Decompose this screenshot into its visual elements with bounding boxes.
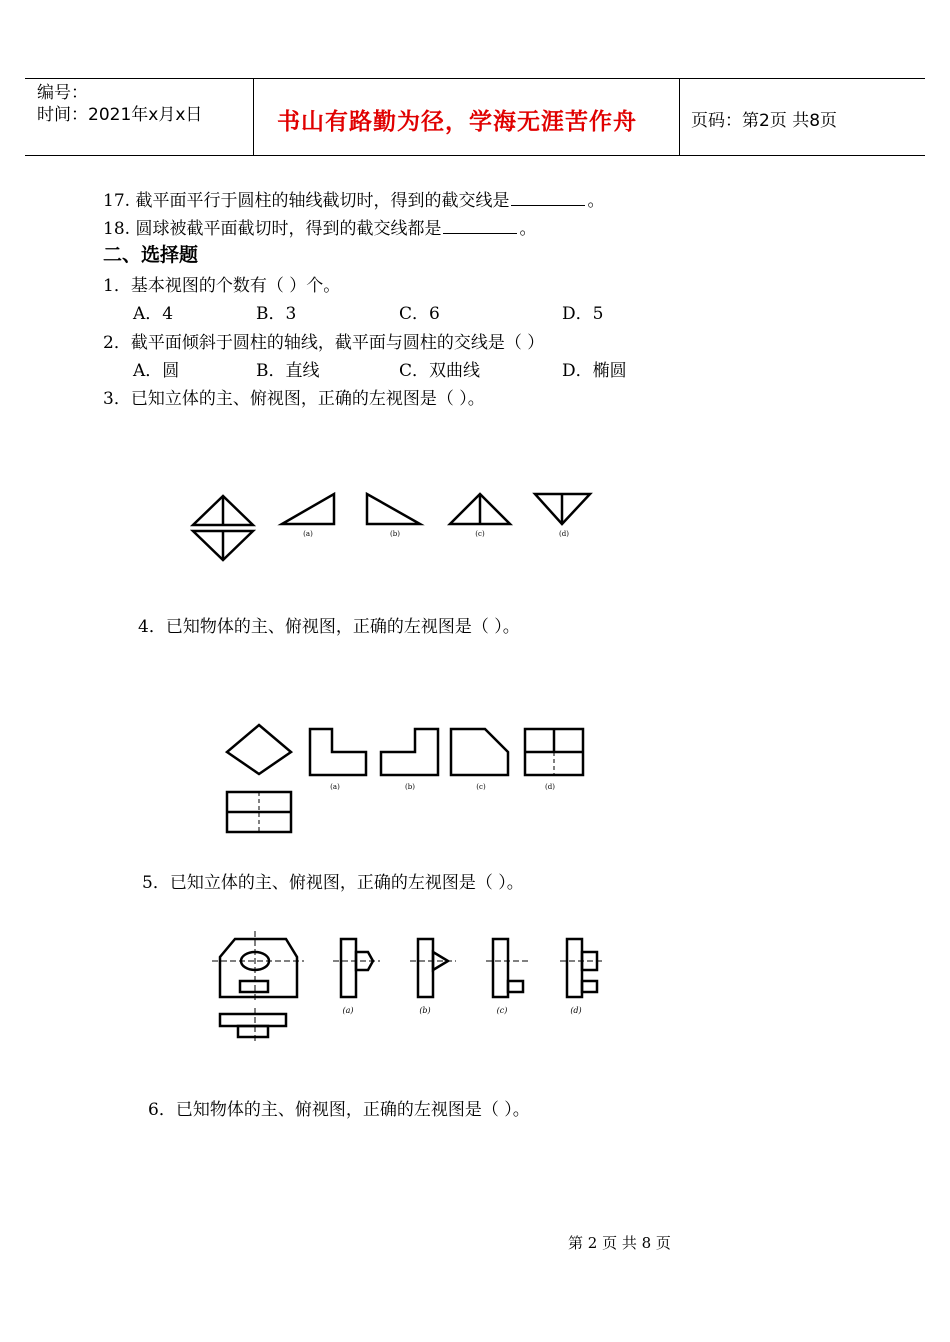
fig4-option-a-shape [310,729,366,775]
fig3-top-view [193,531,253,560]
choice-2-stem: 2．截平面倾斜于圆柱的轴线，截平面与圆柱的交线是（ ） [103,333,545,353]
fig5-option-d-shape [560,939,604,997]
choice-1-option-b: B．3 [256,304,297,324]
fig4-option-c-shape [451,729,508,775]
fig4-label-a: (a) [330,783,340,791]
fig3-label-b: (b) [390,530,400,538]
fig3-option-b-shape [367,494,420,524]
fig5-option-c-shape [486,939,530,997]
choice-6-stem: 6．已知物体的主、俯视图，正确的左视图是（ ）。 [148,1100,530,1120]
fig5-front-view [212,931,304,1003]
fig4-front-view [227,725,291,774]
fig3-option-c-shape [450,494,510,524]
choice-3-stem: 3．已知立体的主、俯视图，正确的左视图是（ ）。 [103,389,485,409]
fig5-label-c: (c) [496,1006,508,1015]
fig5-label-b: (b) [419,1006,431,1015]
choice-2-option-d: D．椭圆 [562,361,627,381]
fig4-option-d-shape [525,729,583,775]
number-label: 编号： [37,83,88,103]
fig4-label-c: (c) [476,783,486,791]
fig3-label-c: (c) [475,530,485,538]
fig4-option-b-shape [381,729,438,775]
fig5-option-a-shape [333,939,380,997]
choice-2-option-c: C．双曲线 [399,361,481,381]
fig5-option-b-shape [410,939,456,997]
question-text: 18. 圆球被截平面截切时，得到的截交线都是 [103,219,442,239]
fig4-top-view [227,792,291,832]
fig3-front-view [193,496,253,525]
question-suffix: 。 [587,191,605,211]
fig5-label-a: (a) [342,1006,354,1015]
fig5-top-view [220,1008,286,1042]
fig3-label-d: (d) [559,530,569,538]
choice-4-stem: 4．已知物体的主、俯视图，正确的左视图是（ ）。 [138,617,520,637]
header-page-label: 页码：第2页 共8页 [691,111,838,131]
fig4-label-d: (d) [545,783,555,791]
fig3-label-a: (a) [303,530,313,538]
fig4-label-b: (b) [405,783,415,791]
fig5-label-d: (d) [570,1006,582,1015]
section-title: 二、选择题 [103,244,199,266]
choice-2-option-a: A．圆 [133,361,180,381]
choice-1-stem: 1．基本视图的个数有（ ）个。 [103,276,341,296]
choice-2-option-b: B．直线 [256,361,320,381]
fig3-option-d-shape [535,494,590,524]
question-suffix: 。 [519,219,537,239]
header-motto: 书山有路勤为径，学海无涯苦作舟 [277,108,637,135]
fig3-option-a-shape [282,494,334,524]
choice-1-option-d: D．5 [562,304,604,324]
choice-1-option-a: A．4 [133,304,174,324]
time-label: 时间：2021年x月x日 [37,105,203,125]
choice-1-option-c: C．6 [399,304,440,324]
page-footer: 第 2 页 共 8 页 [568,1234,671,1252]
choice-5-stem: 5．已知立体的主、俯视图，正确的左视图是（ ）。 [142,873,524,893]
question-text: 17. 截平面平行于圆柱的轴线截切时，得到的截交线是 [103,191,510,211]
